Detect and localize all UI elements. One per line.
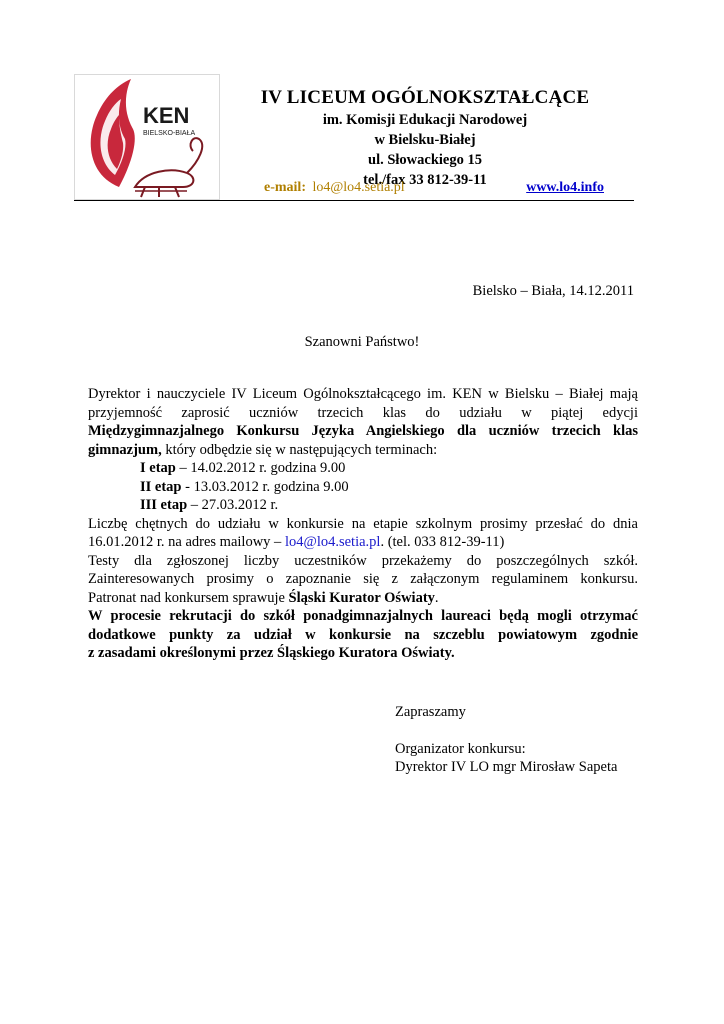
school-patron: im. Komisji Edukacji Narodowej	[322, 112, 528, 128]
stage-label: II etap	[140, 478, 182, 495]
school-logo	[74, 74, 220, 200]
recruitment-note: W procesie rekrutacji do szkół ponadgimnazjalnych laureaci będą mogli otrzymać	[88, 608, 638, 624]
school-header	[230, 86, 620, 190]
body-line	[88, 441, 638, 460]
body-line: Zainteresowanych prosimy o zapoznanie się z załączonym regulaminem konkursu.	[88, 571, 638, 587]
stage-date: – 27.03.2012 r.	[187, 497, 279, 513]
body-text-fragment: . (tel. 033 812-39-11)	[380, 534, 505, 550]
stage-date: – 14.02.2012 r. godzina 9.00	[175, 460, 346, 476]
logo-text: KEN	[143, 103, 190, 128]
body-line: Liczbę chętnych do udziału w konkursie na etapie szkolnym prosimy przesłać do dnia	[88, 515, 638, 532]
closing-invite: Zapraszamy	[395, 704, 466, 720]
body-line	[88, 589, 638, 608]
body-line	[88, 533, 638, 552]
organizer-name: Dyrektor IV LO mgr Mirosław Sapeta	[395, 759, 618, 775]
body-line: Testy dla zgłoszonej liczby uczestników przekażemy do poszczególnych szkół.	[88, 552, 638, 569]
organizer-label: Organizator konkursu:	[395, 740, 526, 757]
body-line: Dyrektor i nauczyciele IV Liceum Ogólnokształcącego im. KEN w Bielsku – Białej mają	[88, 386, 638, 402]
body-text-fragment: 16.01.2012 r. na adres mailowy –	[88, 534, 285, 550]
logo-subtext: BIELSKO-BIAŁA	[143, 130, 196, 137]
header-divider	[74, 200, 634, 201]
letter-date: Bielsko – Biała, 14.12.2011	[472, 283, 634, 299]
school-phone: tel./fax 33 812-39-11	[363, 172, 487, 188]
school-name: IV LICEUM OGÓLNOKSZTAŁCĄCE	[260, 87, 590, 108]
letter-body	[88, 385, 638, 663]
contact-email-link[interactable]: lo4@lo4.setia.pl	[284, 534, 381, 550]
email-label: e-mail:	[264, 180, 306, 195]
letter-greeting: Szanowni Państwo!	[304, 334, 420, 350]
patron-name: Śląski Kurator Oświaty	[288, 589, 435, 606]
ken-logo-icon	[75, 75, 219, 199]
competition-name-end: gimnazjum,	[88, 441, 162, 458]
website-link[interactable]: www.lo4.info	[526, 180, 604, 195]
stage-label: III etap	[140, 497, 188, 513]
body-text-fragment: który odbędzie się w następujących terminach:	[161, 441, 438, 458]
stage-date: - 13.03.2012 r. godzina 9.00	[181, 478, 349, 495]
competition-name: Międzygimnazjalnego Konkursu Języka Angielskiego dla uczniów trzecich klas	[88, 423, 638, 439]
letter-closing	[395, 703, 617, 777]
stage-item	[88, 496, 638, 515]
recruitment-note: dodatkowe punkty za udział w konkursie na szczeblu powiatowym zgodnie	[88, 626, 638, 643]
recruitment-note: z zasadami określonymi przez Śląskiego Kuratora Oświaty.	[88, 645, 455, 661]
school-street: ul. Słowackiego 15	[368, 152, 482, 168]
stage-label: I etap	[140, 460, 176, 476]
stage-item	[88, 459, 638, 478]
school-city: w Bielsku-Białej	[374, 132, 476, 148]
stage-item	[88, 478, 638, 497]
body-line: przyjemność zaprosić uczniów trzecich klas do udziału w piątej edycji	[88, 404, 638, 421]
email-value[interactable]: lo4@lo4.setia.pl	[312, 180, 405, 195]
body-text-fragment: .	[434, 589, 439, 606]
contact-row	[264, 180, 604, 200]
body-text-fragment: Patronat nad konkursem sprawuje	[88, 589, 289, 606]
